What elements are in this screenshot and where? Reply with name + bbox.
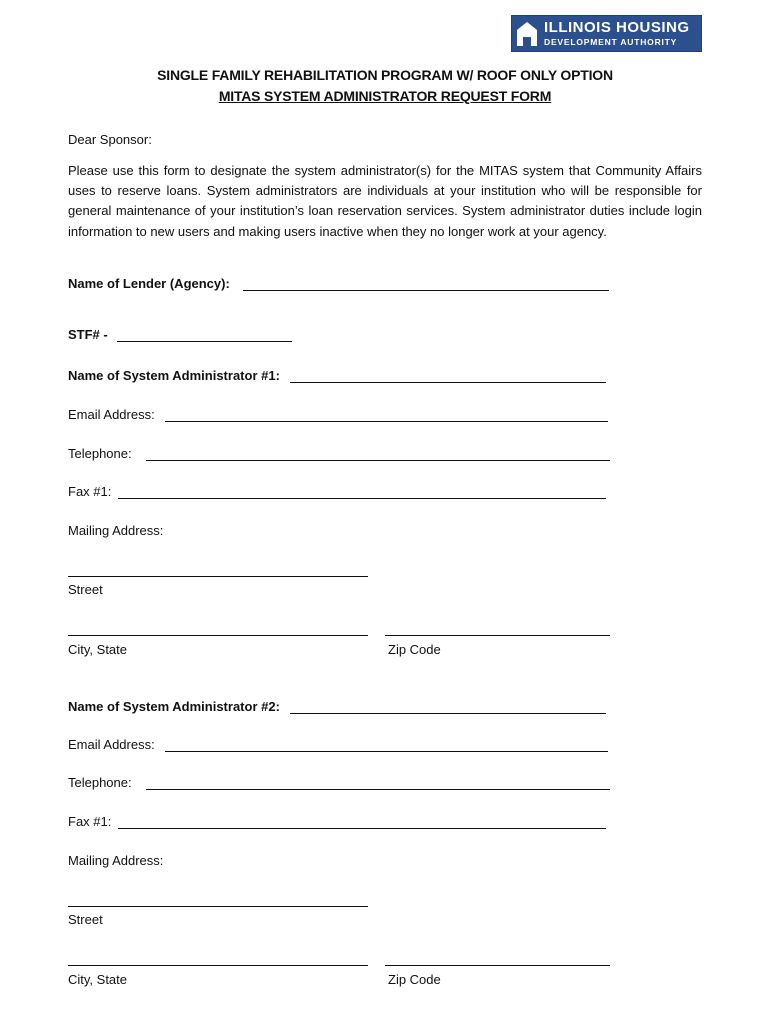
admin2-city-label: City, State: [68, 972, 128, 987]
logo-line2: DEVELOPMENT AUTHORITY: [544, 37, 678, 47]
admin1-phone-label: Telephone:: [68, 446, 132, 461]
admin2-mailing-label: Mailing Address:: [68, 853, 164, 868]
salutation: Dear Sponsor:: [68, 132, 152, 147]
admin2-city-field[interactable]: [68, 965, 368, 966]
admin2-street-field[interactable]: [68, 906, 368, 907]
intro-paragraph: Please use this form to designate the system administrator(s) for the MITAS system that Community Affairs uses to reserve loans. System administrators are individuals at your institution who will be responsible for general maintenance of your institution’s loan reservation services. System administrator duties include login information to new users and making users inactive when they no longer work at your agency.: [68, 163, 702, 239]
admin1-city-field[interactable]: [68, 635, 368, 636]
lender-label: Name of Lender (Agency):: [68, 276, 230, 291]
house-icon: [512, 16, 542, 51]
lender-field[interactable]: [243, 290, 609, 291]
admin1-email-field[interactable]: [165, 421, 608, 422]
admin2-zip-field[interactable]: [385, 965, 610, 966]
stf-label: STF# -: [68, 327, 108, 342]
admin2-street-label: Street: [68, 912, 103, 927]
admin2-name-label: Name of System Administrator #2:: [68, 699, 280, 714]
admin1-fax-field[interactable]: [118, 498, 606, 499]
stf-field[interactable]: [117, 341, 292, 342]
logo-line1: ILLINOIS HOUSING: [544, 19, 690, 36]
admin1-name-label: Name of System Administrator #1:: [68, 368, 280, 383]
admin2-fax-field[interactable]: [118, 828, 606, 829]
admin2-phone-label: Telephone:: [68, 775, 132, 790]
admin1-fax-label: Fax #1:: [68, 484, 112, 499]
admin2-email-label: Email Address:: [68, 737, 155, 752]
admin1-phone-field[interactable]: [146, 460, 610, 461]
admin2-zip-label: Zip Code: [388, 972, 441, 987]
admin1-name-field[interactable]: [290, 382, 606, 383]
admin2-phone-field[interactable]: [146, 789, 610, 790]
admin1-zip-field[interactable]: [385, 635, 610, 636]
admin1-email-label: Email Address:: [68, 407, 155, 422]
admin1-zip-label: Zip Code: [388, 642, 441, 657]
ihda-logo: [511, 15, 702, 52]
form-title: SINGLE FAMILY REHABILITATION PROGRAM W/ ROOF ONLY OPTION: [157, 67, 613, 83]
admin2-name-field[interactable]: [290, 713, 606, 714]
admin2-fax-label: Fax #1:: [68, 814, 112, 829]
admin1-street-label: Street: [68, 582, 103, 597]
admin1-street-field[interactable]: [68, 576, 368, 577]
admin2-email-field[interactable]: [165, 751, 608, 752]
admin1-mailing-label: Mailing Address:: [68, 523, 164, 538]
admin1-city-label: City, State: [68, 642, 128, 657]
form-subtitle: MITAS SYSTEM ADMINISTRATOR REQUEST FORM: [218, 88, 552, 104]
